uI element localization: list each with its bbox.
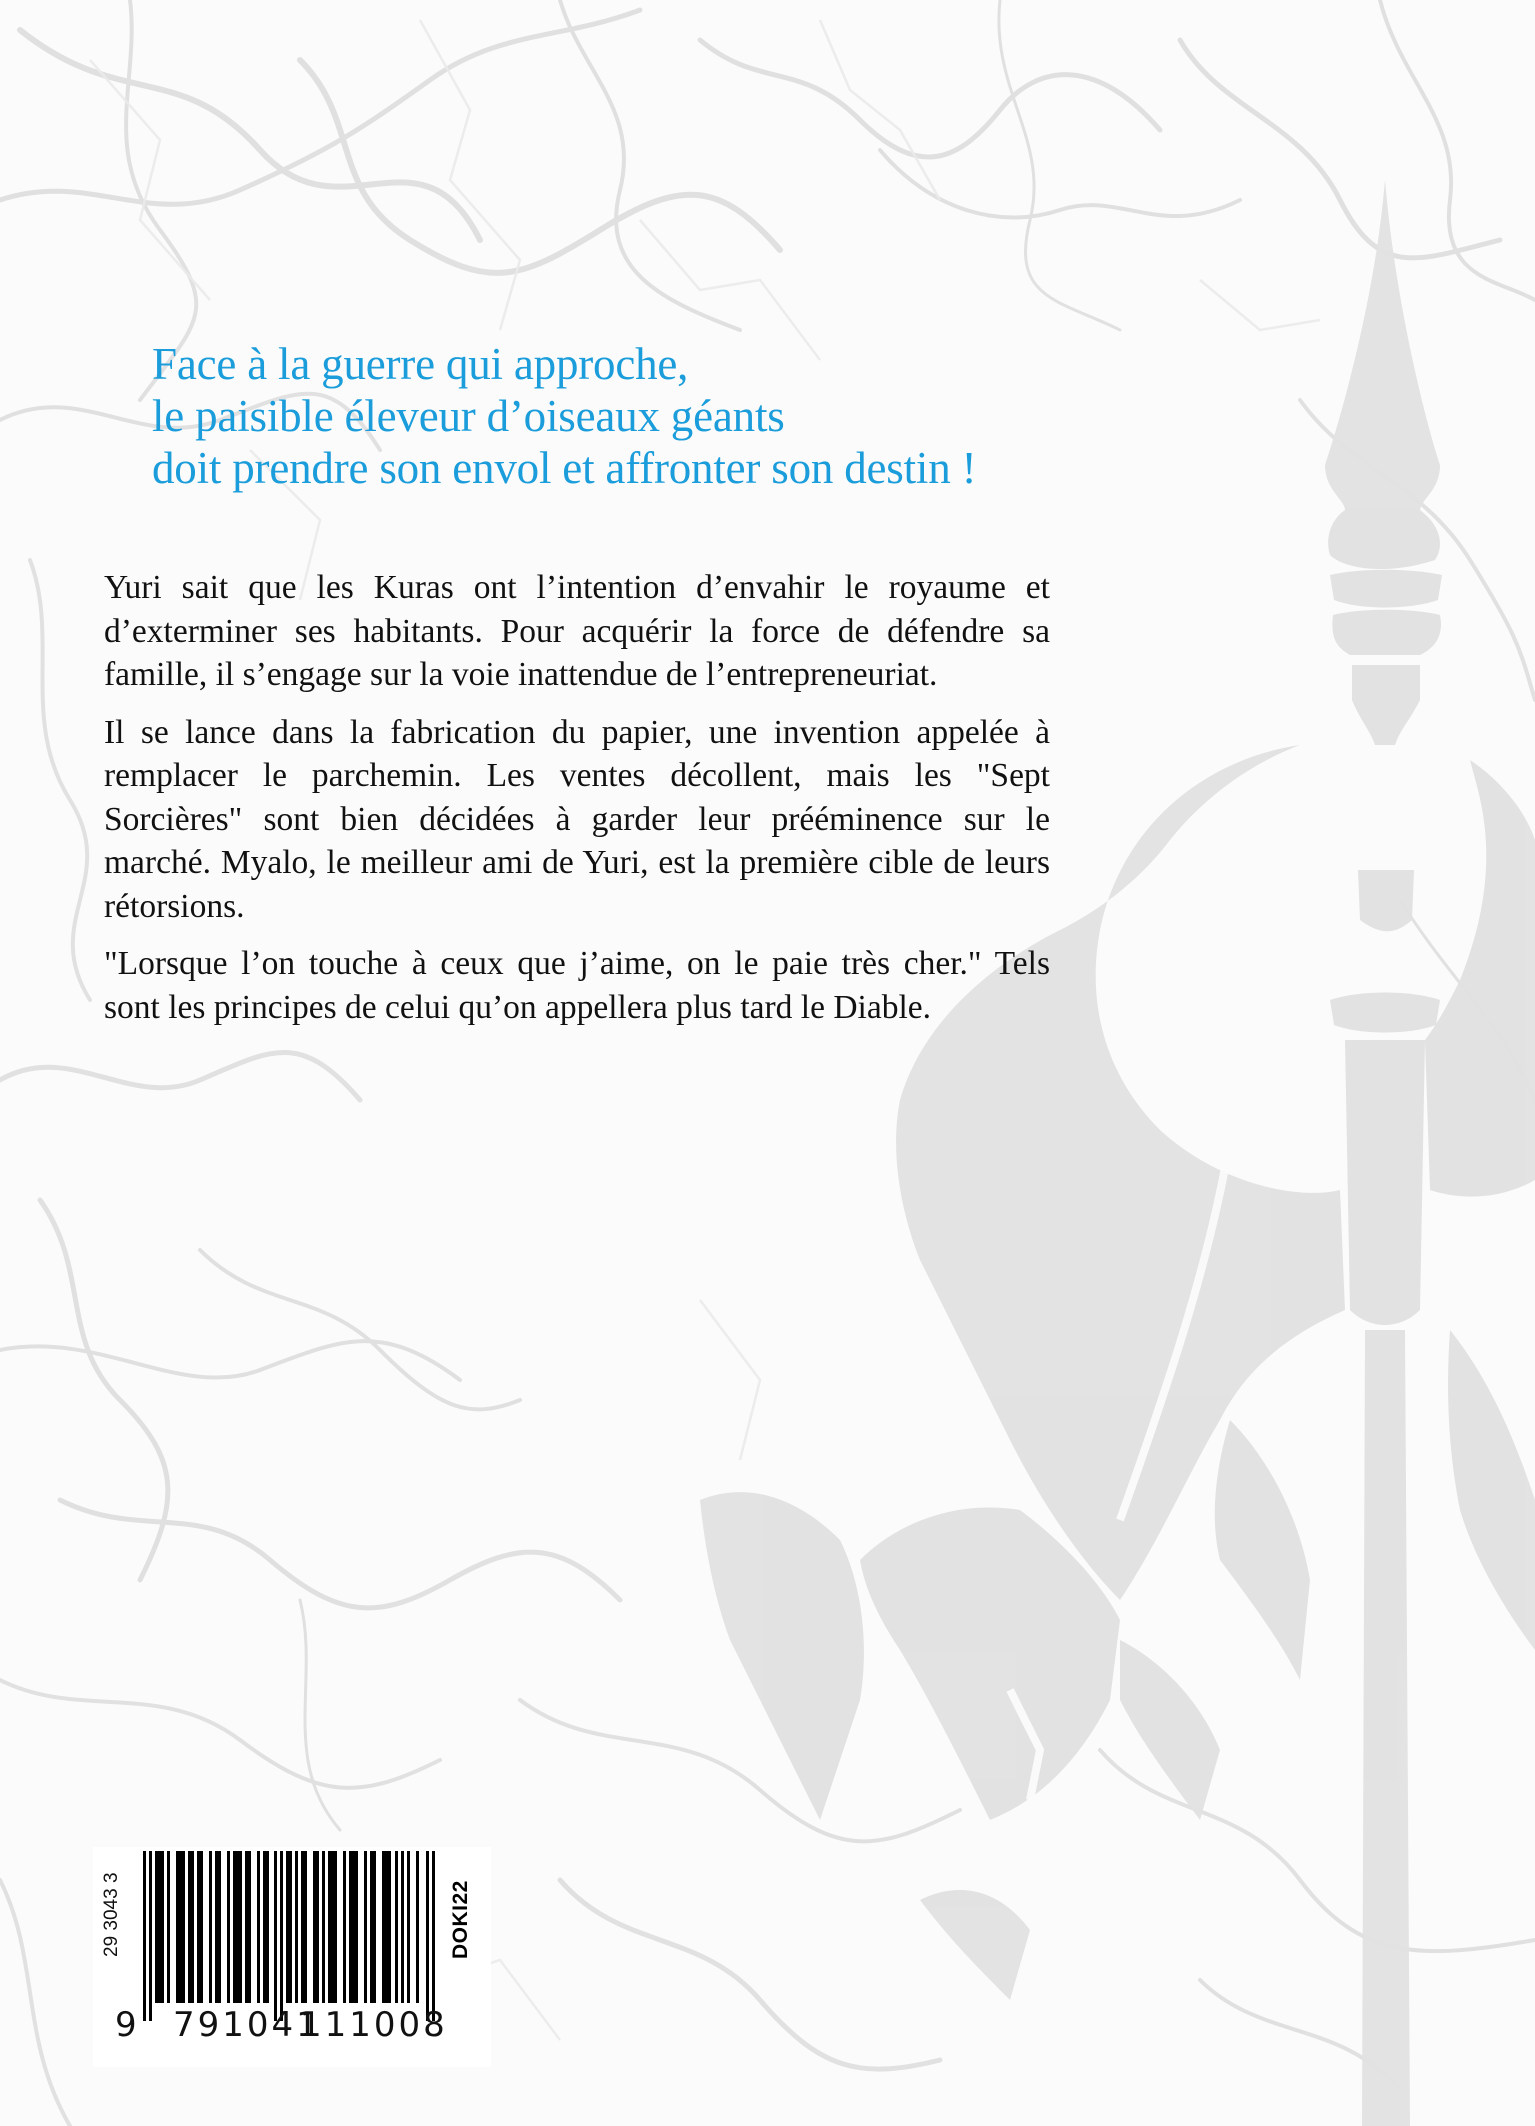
blurb-paragraph: Il se lance dans la fabrication du papier, une invention appelée à remplacer le parchemin. Les ventes décollent, mais les "Sept Sorcières" sont bien décidées à garder leur prééminence sur le marché. Myalo, le meilleur ami de Yuri, est la première cible de leurs rétorsions. [104,713,1050,925]
ean-left-group: 791041 [173,2005,321,2045]
publisher-code: DOKI22 [449,1880,472,1959]
blurb-paragraph: "Lorsque l’on touche à ceux que j’aime, on le paie très cher." Tels sont les principes de celui qu’on appellera plus tard le Diable. [104,945,1050,1026]
tagline-line: doit prendre son envol et affronter son destin ! [152,443,977,493]
barcode-side-code: 29 3043 3 [101,1872,122,1957]
cover-tagline [152,338,1052,494]
barcode-bars-icon [143,1851,438,2021]
tagline-line: Face à la guerre qui approche, [152,339,689,389]
isbn-barcode [93,1847,491,2067]
blurb-paragraph: Yuri sait que les Kuras ont l’intention d’envahir le royaume et d’exterminer ses habitants. Pour acquérir la force de défendre sa famille, il s’engage sur la voie inattendue de l’entrepreneuriat. [104,569,1050,693]
ean-right-group: 111008 [300,2005,448,2045]
tagline-line: le paisible éleveur d’oiseaux géants [152,391,785,441]
ean-first-digit: 9 [115,2005,140,2045]
cover-blurb [104,566,1050,1043]
